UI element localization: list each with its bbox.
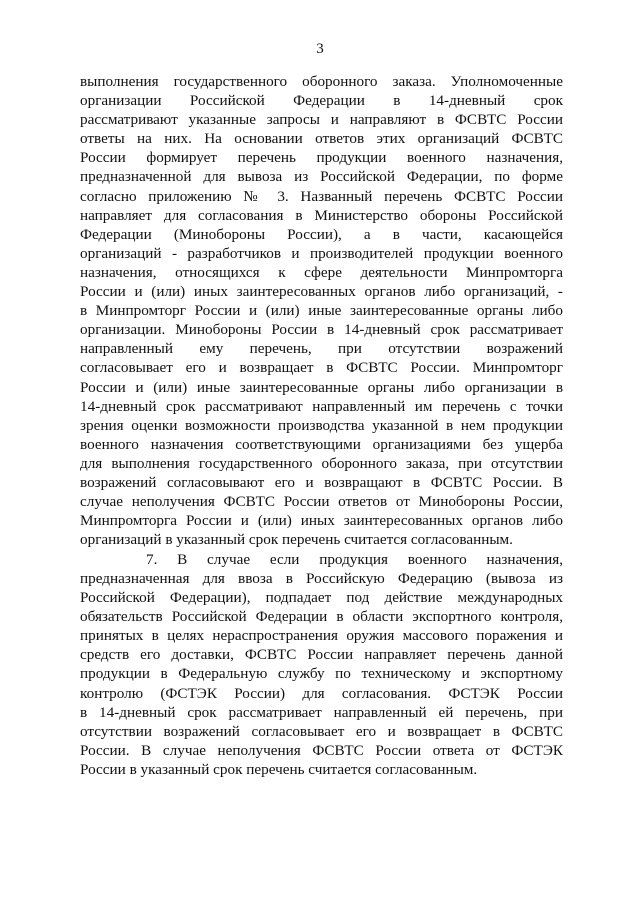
text-line: России и (или) иных заинтересованных органов либо организаций, - xyxy=(80,283,563,301)
text-line: возражений согласовывают его и возвращают в ФСВТС России. В xyxy=(80,473,563,491)
text-line: назначения, относящихся к сфере деятельности Минпромторга xyxy=(80,263,563,281)
text-line: организаций - разработчиков и производителей продукции военного xyxy=(80,244,563,262)
paragraph xyxy=(80,72,563,549)
text-line: в Минпромторг России и (или) иные заинтересованные органы либо xyxy=(80,302,563,320)
text-line: организаций в указанный срок перечень считается согласованным. xyxy=(80,531,513,549)
text-line: случае неполучения ФСВТС России ответов от Минобороны России, xyxy=(80,493,563,511)
document-body xyxy=(80,72,563,779)
text-line: контролю (ФСТЭК России) для согласования. ФСТЭК России xyxy=(80,684,563,702)
text-line: 14-дневный срок рассматривают направленный им перечень с точки xyxy=(80,397,563,415)
text-line: России. В случае неполучения ФСВТС России ответа от ФСТЭК xyxy=(80,741,563,759)
text-line: направленный ему перечень, при отсутствии возражений xyxy=(80,340,563,358)
text-line: организации. Минобороны России в 14-дневный срок рассматривает xyxy=(80,321,563,339)
text-line: направляет для согласования в Министерство обороны Российской xyxy=(80,206,563,224)
text-line: России и (или) иные заинтересованные органы либо организации в xyxy=(80,378,563,396)
text-line: обязательств Российской Федерации в области экспортного контроля, xyxy=(80,608,563,626)
text-line: зрения оценки возможности производства указанной в нем продукции xyxy=(80,416,563,434)
text-line: предназначенная для ввоза в Российскую Федерацию (вывоза из xyxy=(80,569,563,587)
text-line: принятых в целях нераспространения оружия массового поражения и xyxy=(80,627,563,645)
text-line: в 14-дневный срок рассматривает направленный ей перечень, при xyxy=(80,703,563,721)
text-line: отсутствии возражений согласовывает его и возвращает в ФСВТС xyxy=(80,722,563,740)
text-line: 7. В случае если продукция военного назначения, xyxy=(146,550,563,568)
text-line: организации Российской Федерации в 14-дневный срок xyxy=(80,92,563,110)
text-line: выполнения государственного оборонного заказа. Уполномоченные xyxy=(80,73,563,90)
text-line: средств его доставки, ФСВТС России направляет перечень данной xyxy=(80,646,563,664)
text-line: для выполнения государственного оборонного заказа, при отсутствии xyxy=(80,454,563,472)
text-line: предназначенной для вывоза из Российской Федерации, по форме xyxy=(80,168,563,186)
text-line: военного назначения соответствующими организациями без ущерба xyxy=(80,435,563,453)
text-line: согласовывает его и возвращает в ФСВТС России. Минпромторг xyxy=(80,359,563,377)
paragraph-item-7 xyxy=(80,550,563,779)
text-line: Федерации (Минобороны России), а в части, касающейся xyxy=(80,225,563,243)
text-line: ответы на них. На основании ответов этих организаций ФСВТС xyxy=(80,130,563,148)
text-line: России формирует перечень продукции военного назначения, xyxy=(80,149,563,167)
text-line: рассматривают указанные запросы и направляют в ФСВТС России xyxy=(80,111,563,129)
text-line: продукции в Федеральную службу по техническому и экспортному xyxy=(80,665,563,683)
text-line: Российской Федерации), подпадает под действие международных xyxy=(80,589,563,607)
text-line: Минпромторга России и (или) иных заинтересованных органов либо xyxy=(80,512,563,530)
text-line: России в указанный срок перечень считается согласованным. xyxy=(80,760,478,778)
text-line: согласно приложению № 3. Названный перечень ФСВТС России xyxy=(80,187,563,205)
page-number: 3 xyxy=(316,41,324,57)
